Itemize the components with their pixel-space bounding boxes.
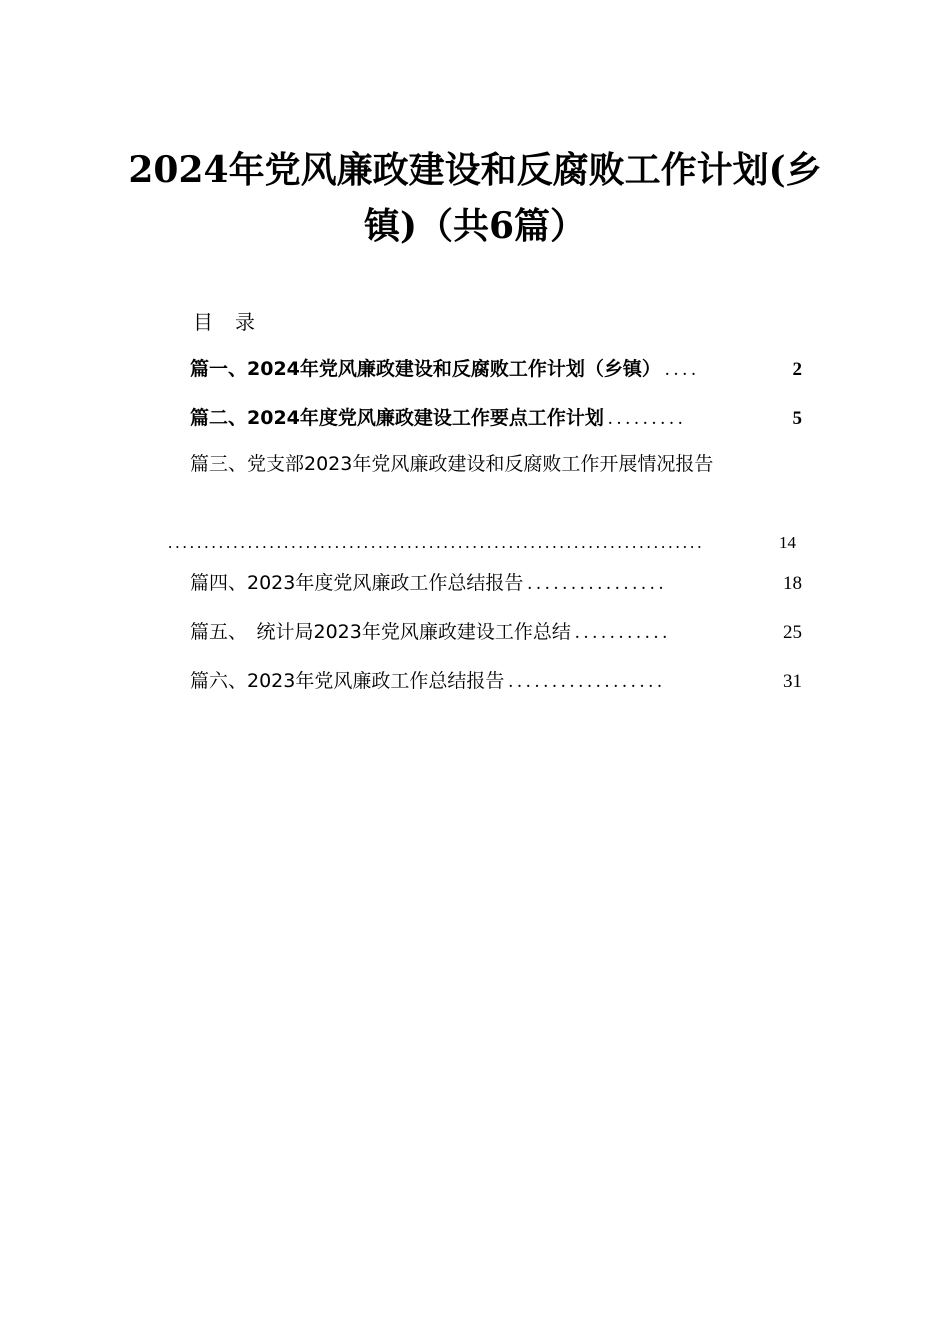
- toc-entry-label: 篇三、党支部2023年党风廉政建设和反腐败工作开展情况报告: [190, 453, 714, 475]
- toc-page-number: 5: [792, 408, 802, 429]
- toc-entry-label: 篇二、2024年度党风廉政建设工作要点工作计划: [190, 407, 604, 429]
- toc-leader-dots: ..................: [508, 671, 666, 692]
- toc-entry-2[interactable]: [190, 403, 802, 433]
- toc-entry-5[interactable]: [190, 617, 802, 647]
- toc-page-number: 18: [783, 573, 802, 594]
- toc-page-number: 14: [779, 533, 796, 552]
- toc-leader-dots: ..........................................................................: [168, 533, 705, 552]
- toc-entry-3-continuation[interactable]: [168, 528, 796, 558]
- toc-leader-dots: ....: [664, 359, 700, 380]
- toc-entry-label: 篇六、2023年党风廉政工作总结报告: [190, 670, 505, 692]
- toc-leader-dots: ................: [527, 573, 668, 594]
- toc-entry-label: 篇四、2023年度党风廉政工作总结报告: [190, 572, 524, 594]
- toc-entry-4[interactable]: [190, 568, 802, 598]
- toc-entry-label: 篇五、 统计局2023年党风廉政建设工作总结: [190, 621, 571, 643]
- toc-leader-dots: .........: [607, 408, 687, 429]
- document-title-line-2: 镇)（共6篇）: [363, 205, 587, 247]
- toc-heading: 目录: [193, 310, 277, 334]
- toc-entry-1[interactable]: [190, 354, 802, 384]
- toc-leader-dots: ...........: [574, 622, 672, 643]
- toc-page-number: 25: [783, 622, 802, 643]
- document-title-line-1: 2024年党风廉政建设和反腐败工作计划(乡: [128, 149, 822, 191]
- toc-page-number: 31: [783, 671, 802, 692]
- toc-entry-3[interactable]: [190, 449, 802, 479]
- toc-entry-6[interactable]: [190, 666, 802, 696]
- toc-entry-label: 篇一、2024年党风廉政建设和反腐败工作计划（乡镇）: [190, 358, 661, 380]
- toc-page-number: 2: [792, 359, 802, 380]
